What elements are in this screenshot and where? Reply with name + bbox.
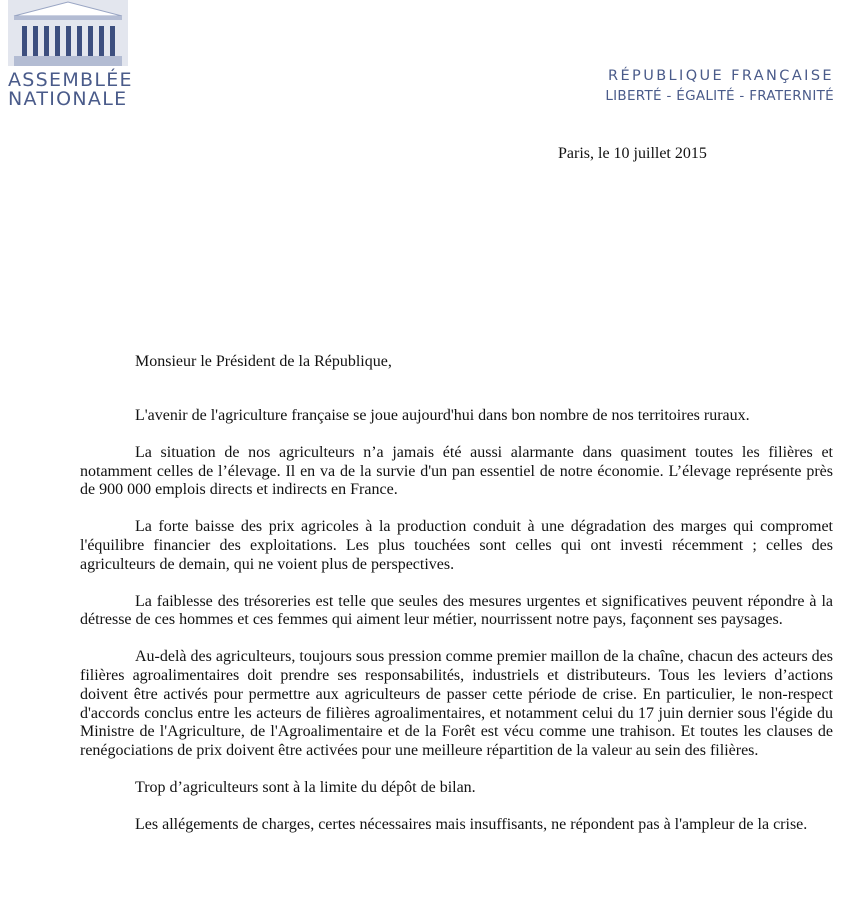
letter-date: Paris, le 10 juillet 2015 <box>558 145 707 162</box>
letter-paragraph: Les allégements de charges, certes nécessaires mais insuffisants, ne répondent pas à l'ampleur de la crise. <box>135 815 808 833</box>
letter-paragraph: L'avenir de l'agriculture française se joue aujourd'hui dans bon nombre de nos territoires ruraux. <box>135 407 750 424</box>
logo-text-nationale: NATIONALE <box>8 88 128 110</box>
logo-text-assemblee: ASSEMBLÉE <box>8 69 133 91</box>
hemicycle-building-icon <box>8 0 128 66</box>
letter-salutation: Monsieur le Président de la République, <box>135 353 392 370</box>
letter-paragraph: La situation de nos agriculteurs n’a jamais été aussi alarmante dans quasiment toutes les filières et notamment celles de l’élevage. Il en va de la survie d'un pan essentiel de notre économie. L’élevage représente près de 900 000 emplois directs et indirects en France. <box>80 443 833 499</box>
letter-paragraph: La forte baisse des prix agricoles à la production conduit à une dégradation des marges qui compromet l'équilibre financier des exploitations. Les plus touchées sont celles qui ont investi récemment ; celles des agriculteurs de demain, qui ne voient plus de perspectives. <box>80 518 833 573</box>
republique-francaise-heading: RÉPUBLIQUE FRANÇAISE <box>608 68 834 84</box>
letter-body <box>80 407 833 853</box>
letter-paragraph: La faiblesse des trésoreries est telle que seules des mesures urgentes et significatives peuvent répondre à la détresse de ces hommes et ces femmes qui aiment leur métier, nourrissent notre pays, façonnent ses paysages. <box>80 592 833 629</box>
letter-paragraph: Au-delà des agriculteurs, toujours sous pression comme premier maillon de la chaîne, chacun des acteurs des filières agroalimentaires doit prendre ses responsabilités, industriels et distributeurs. Tous les leviers d’actions doivent être activés pour permettre aux agriculteurs de passer cette période de crise. En particulier, le non-respect d'accords conclus entre les acteurs de filières agroalimentaires, et notamment celui du 17 juin dernier sous l'égide du Ministre de l'Agriculture, de l'Agroalimentaire et de la Forêt est vécu comme une trahison. Et toutes les clauses de renégociations de prix doivent être activées pour une meilleure répartition de la valeur au sein des filières. <box>80 648 833 760</box>
letter-paragraph: Trop d’agriculteurs sont à la limite du dépôt de bilan. <box>135 778 476 796</box>
republic-motto: LIBERTÉ - ÉGALITÉ - FRATERNITÉ <box>605 88 834 104</box>
